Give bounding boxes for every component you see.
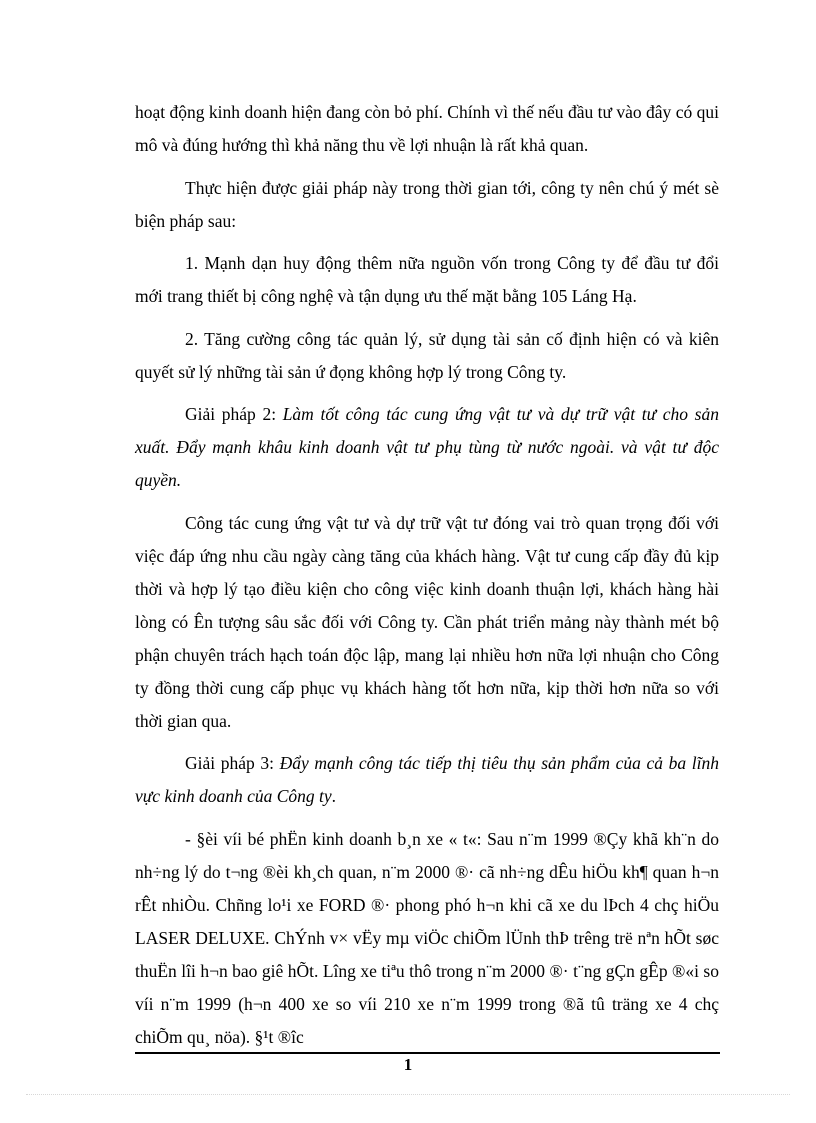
page-bottom-border xyxy=(26,1094,790,1095)
paragraph-implementation: Thực hiện được giải pháp này trong thời gian tới, công ty nên chú ý mét sè biện pháp sau: xyxy=(135,177,719,231)
solution-2-title: Làm tốt công tác cung ứng vật tư và dự trữ vật tư cho sản xuất. Đẩy mạnh khâu kinh doanh vật tư phụ tùng từ nước ngoài. và vật tư độc quyền. xyxy=(135,404,719,490)
body-text xyxy=(135,96,719,1063)
solution-3-period: . xyxy=(331,786,337,806)
page-number: 1 xyxy=(403,1055,413,1074)
paragraph-measure-1: 1. Mạnh dạn huy động thêm nữa nguồn vốn trong Công ty để đầu tư đổi mới trang thiết bị công nghệ và tận dụng ưu thế mặt bằng 105 Láng Hạ. xyxy=(135,253,719,306)
paragraph-solution-2 xyxy=(135,398,719,497)
paragraph-measure-2: 2. Tăng cường công tác quản lý, sử dụng tài sản cố định hiện có và kiên quyết sử lý những tài sản ứ đọng không hợp lý trong Công ty. xyxy=(135,328,719,382)
solution-3-label: Giải pháp 3: xyxy=(185,753,280,773)
paragraph-intro: hoạt động kinh doanh hiện đang còn bỏ phí. Chính vì thế nếu đầu tư vào đây có qui mô và đúng hướng thì khả năng thu về lợi nhuận là rất khả quan. xyxy=(135,102,719,155)
paragraph-solution-3 xyxy=(135,747,719,813)
paragraph-car-sales: - §èi víi bé phËn kinh doanh b¸n xe « t«: Sau n¨m 1999 ®Çy khã kh¨n do nh÷ng lý do t¬ng ®èi kh¸ch quan, n¨m 2000 ®· cã nh÷ng dÊu hiÖu kh¶ quan h¬n rÊt nhiÒu. Chñng lo¹i xe FORD ®· phong phó h¬n khi cã xe du lÞch 4 chç hiÖu LASER DELUXE. ChÝnh v× vËy mµ viÖc chiÕm lÜnh thÞ trêng trë nªn hÕt søc thuËn lîi h¬n bao giê hÕt. Lîng xe tiªu thô trong n¨m 2000 ®· t¨ng gÇn gÊp ®«i so víi n¨m 1999 (h¬n 400 xe so víi 210 xe n¨m 1999 trong ®ã tû träng xe 4 chç chiÕm qu¸ nöa). §¹t ®îc xyxy=(135,828,719,1047)
solution-2-label: Giải pháp 2: xyxy=(185,404,283,424)
solution-3-title: Đẩy mạnh công tác tiếp thị tiêu thụ sản phẩm của cả ba lĩnh vực kinh doanh của Công ty xyxy=(135,753,719,806)
paragraph-supply: Công tác cung ứng vật tư và dự trữ vật tư đóng vai trò quan trọng đối với việc đáp ứng nhu cầu ngày càng tăng của khách hàng. Vật tư cung cấp đầy đủ kịp thời và hợp lý tạo điều kiện cho công việc kinh doanh thuận lợi, khách hàng hài lòng có Ên tượng sâu sắc đối với Công ty. Cần phát triển mảng này thành mét bộ phận chuyên trách hạch toán độc lập, mang lại nhiều hơn nữa lợi nhuận cho Công ty đồng thời cung cấp phục vụ khách hàng tốt hơn nữa, kịp thời hơn nữa so với thời gian qua. xyxy=(135,512,719,731)
